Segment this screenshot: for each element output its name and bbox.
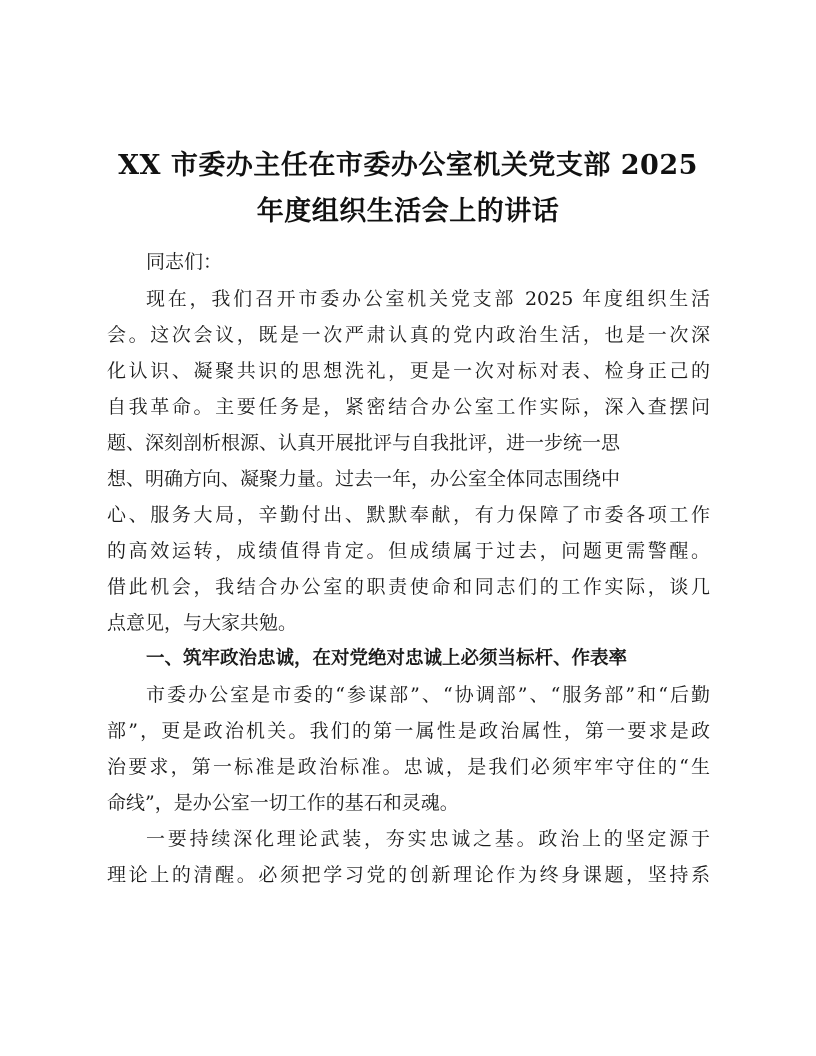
paragraph-2-line: 治要求，第一标准是政治标准。忠诚，是我们必须牢牢守住的“生: [107, 756, 710, 778]
paragraph-1-line: 心、服务大局，辛勤付出、默默奉献，有力保障了市委各项工作: [107, 504, 710, 526]
paragraph-3-line: 一要持续深化理论武装，夯实忠诚之基。政治上的坚定源于: [146, 828, 710, 850]
paragraph-1-line: 化认识、凝聚共识的思想洗礼，更是一次对标对表、检身正己的: [107, 360, 710, 382]
paragraph-1-line: 的高效运转，成绩值得肯定。但成绩属于过去，问题更需警醒。: [107, 540, 710, 562]
paragraph-1-line: 自我革命。主要任务是，紧密结合办公室工作实际，深入查摆问: [107, 396, 710, 418]
paragraph-1-line: 点意见，与大家共勉。: [107, 612, 298, 634]
section-heading: 一、筑牢政治忠诚，在对党绝对忠诚上必须当标杆、作表率: [146, 648, 628, 669]
paragraph-2-line: 命线”，是办公室一切工作的基石和灵魂。: [107, 792, 459, 814]
greeting: 同志们：: [146, 251, 223, 273]
paragraph-2-line: 市委办公室是市委的“参谋部”、“协调部”、“服务部”和“后勤: [146, 684, 710, 706]
document-title-line-1: XX 市委办主任在市委办公室机关党支部 2025: [118, 150, 698, 181]
paragraph-3-line: 理论上的清醒。必须把学习党的创新理论作为终身课题，坚持系: [107, 864, 710, 886]
paragraph-1-line: 借此机会，我结合办公室的职责使命和同志们的工作实际，谈几: [107, 576, 710, 598]
paragraph-1-line: 想、明确方向、凝聚力量。过去一年，办公室全体同志围绕中: [107, 468, 621, 490]
paragraph-2-line: 部”，更是政治机关。我们的第一属性是政治属性，第一要求是政: [107, 720, 710, 742]
paragraph-1-line: 现在，我们召开市委办公室机关党支部 2025 年度组织生活: [146, 288, 710, 310]
paragraph-1-line: 会。这次会议，既是一次严肃认真的党内政治生活，也是一次深: [107, 324, 710, 346]
paragraph-1-line: 题、深刻剖析根源、认真开展批评与自我批评，进一步统一思: [107, 432, 621, 454]
document-title-line-2: 年度组织生活会上的讲话: [256, 196, 560, 227]
